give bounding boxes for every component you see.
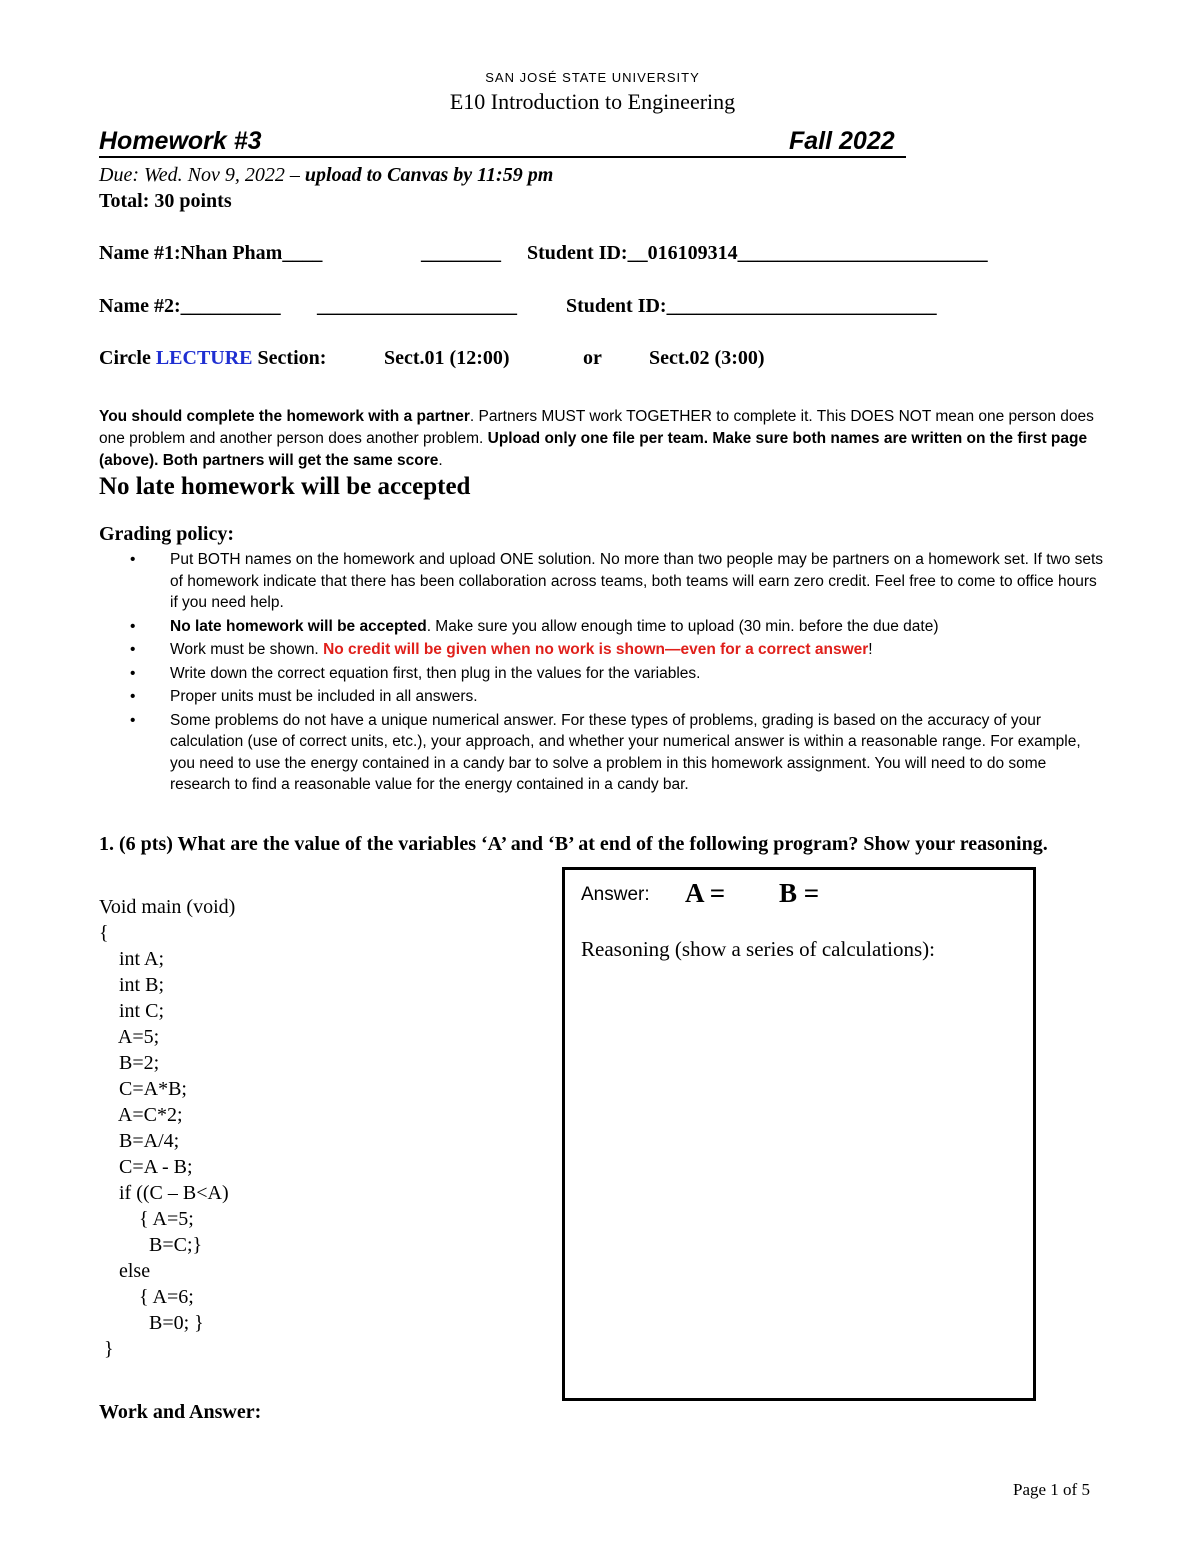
name1-blank: ________ (421, 242, 501, 264)
reasoning-label: Reasoning (show a series of calculations): (581, 937, 935, 961)
list-item (130, 549, 1105, 614)
grading-list (130, 549, 1105, 798)
grading-item-text: . Make sure you allow enough time to upload (30 min. before the due date) (426, 617, 939, 635)
work-and-answer: Work and Answer: (99, 1401, 262, 1423)
bullet-icon: • (130, 551, 136, 568)
grading-item-warning: No credit will be given when no work is shown—even for a correct answer (323, 641, 869, 658)
section-or: or (583, 347, 602, 369)
question-1: 1. (6 pts) What are the value of the variables ‘A’ and ‘B’ at end of the following program? Show your reasoning. (99, 833, 1048, 855)
name2-label: Name #2:__________ (99, 295, 281, 317)
grading-item-bold: No late homework will be accepted (170, 617, 427, 635)
answer-b: B = (779, 878, 820, 908)
course-title: E10 Introduction to Engineering (449, 89, 736, 114)
bullet-icon: • (130, 688, 136, 705)
bullet-icon: • (130, 711, 136, 729)
total-points: Total: 30 points (99, 190, 232, 212)
answer-label: Answer: (581, 884, 650, 905)
bullet-icon: • (130, 617, 136, 635)
circle-label: Circle (99, 347, 151, 369)
student-id-2: Student ID:___________________________ (566, 295, 937, 317)
grading-item-text: Put BOTH names on the homework and upload ONE solution. No more than two people may be partners on a homework set. If two sets of homework indicate that there has been collaboration across teams, both teams will earn zero credit. Feel free to come to office hours if you need help. (170, 551, 1104, 611)
grading-item-text: Write down the correct equation first, then plug in the values for the variables. (170, 664, 701, 682)
partner-bold-1: You should complete the homework with a partner (99, 408, 470, 425)
partner-instructions (99, 406, 1099, 472)
list-item (130, 616, 1105, 638)
page-number: Page 1 of 5 (1013, 1480, 1090, 1499)
answer-a: A = (685, 878, 726, 908)
section-option-1: Sect.01 (12:00) (384, 347, 510, 369)
grading-item-text: Work must be shown. (170, 641, 324, 658)
list-item (130, 710, 1105, 796)
section-option-2: Sect.02 (3:00) (649, 347, 765, 369)
grading-heading: Grading policy: (99, 523, 235, 545)
no-late-heading: No late homework will be accepted (99, 473, 471, 500)
grading-item-text: ! (868, 641, 873, 658)
bullet-icon: • (130, 664, 136, 682)
list-item (130, 663, 1105, 685)
list-item (130, 686, 1105, 708)
partner-text-2: . (438, 452, 443, 469)
due-date (99, 164, 553, 187)
homework-term: Fall 2022 (789, 127, 895, 155)
partner-bold-2: Upload only one file per team. Make sure both names are written on the first page (above). Both partners will get the same score (99, 430, 1088, 469)
student-id-1: Student ID:__016109314_________________________ (527, 242, 988, 264)
upload-instructions: upload to Canvas by 11:59 pm (304, 164, 554, 186)
lecture-label: LECTURE (155, 347, 253, 369)
program-code: Void main (void) { int A; int B; int C; A=5; B=2; C=A*B; A=C*2; B=A/4; C=A - B; if ((C – B<A) { A=5; B=C;} else { A=6; B=0; } } (99, 896, 236, 1360)
partner-text-1: . Partners MUST work TOGETHER to complete it. This DOES NOT mean one person does one problem and another person does another problem. (99, 408, 1094, 447)
bullet-icon: • (130, 641, 136, 658)
university-name: SAN JOSÉ STATE UNIVERSITY (485, 70, 700, 85)
section-label: Section: (257, 347, 327, 369)
name2-blank: ____________________ (317, 295, 517, 317)
name1-label: Name #1:Nhan Pham____ (99, 242, 323, 264)
grading-item-text: Some problems do not have a unique numerical answer. For these types of problems, grading is based on the accuracy of your calculation (use of correct units, etc.), your approach, and whether your numerical answer is within a reasonable range. For example, you need to use the energy contained in a candy bar to solve a problem in this homework assignment. You will need to do some research to find a reasonable value for the energy contained in a candy bar. (170, 711, 1081, 793)
section-row (99, 347, 326, 370)
due-date-text: Due: Wed. Nov 9, 2022 – (99, 164, 305, 186)
list-item (130, 639, 1105, 661)
grading-item-text: Proper units must be included in all answers. (170, 688, 478, 705)
homework-title: Homework #3 (99, 127, 262, 155)
title-underline (99, 156, 906, 158)
